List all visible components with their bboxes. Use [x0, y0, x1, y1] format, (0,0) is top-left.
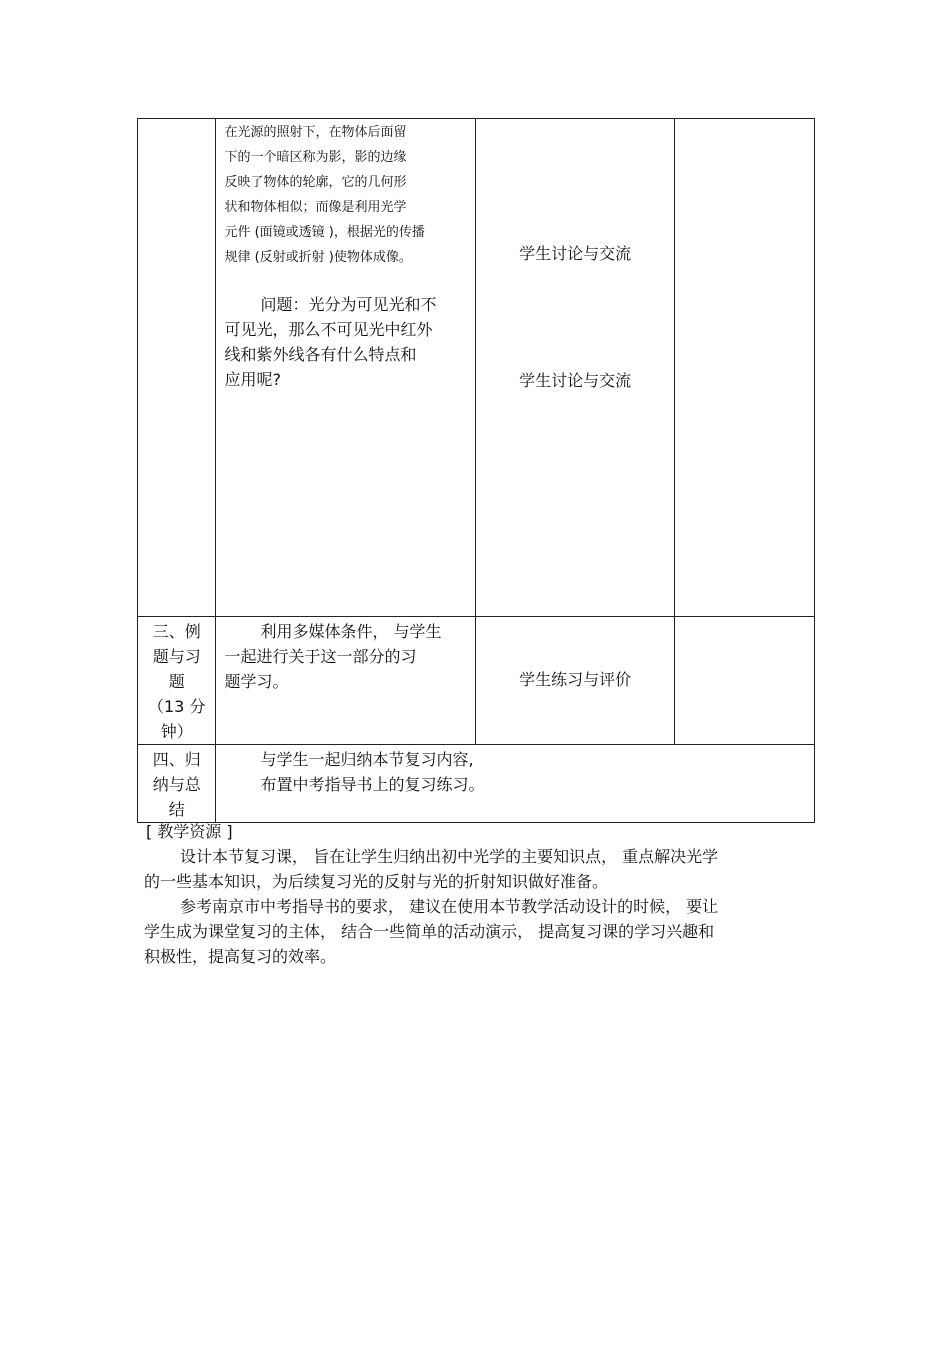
- text-line: 参考南京市中考指导书的要求， 建议在使用本节教学活动设计的时候， 要让: [180, 897, 719, 916]
- notes-cell: [675, 119, 815, 617]
- teacher-activity-cell: [216, 119, 476, 617]
- text-line: 的一些基本知识，为后续复习光的反射与光的折射知识做好准备。: [144, 872, 609, 891]
- text-line: 利用多媒体条件， 与学生: [260, 622, 442, 641]
- table-row: [138, 745, 815, 823]
- paragraph: [144, 894, 814, 969]
- text-line: 与学生一起归纳本节复习内容,: [260, 750, 474, 769]
- notes-cell: [675, 617, 815, 745]
- section-heading: [ 教学资源 ]: [146, 822, 233, 841]
- text-line: 布置中考指导书上的复习练习。: [260, 775, 485, 794]
- student-activity-label: 学生讨论与交流: [519, 244, 632, 263]
- paragraph: [144, 844, 814, 894]
- stage-label: [138, 745, 215, 822]
- stage-cell: [138, 119, 216, 617]
- text-line: 状和物体相似；而像是利用光学: [224, 200, 407, 215]
- text-line: 可见光，那么不可见光中红外: [224, 320, 433, 339]
- lesson-plan-table: [137, 118, 815, 823]
- text-line: 元件 (面镜或透镜 )，根据光的传播: [224, 225, 425, 240]
- student-activity-label: 学生讨论与交流: [519, 371, 632, 390]
- text-line: 结: [168, 800, 185, 819]
- text-line: 在光源的照射下，在物体后面留: [224, 125, 407, 140]
- text-line: 线和紫外线各有什么特点和: [224, 345, 417, 364]
- teacher-activity-cell: [216, 617, 476, 745]
- text-line: 题与习: [152, 647, 201, 666]
- question-text: [216, 292, 475, 392]
- summary-cell: [216, 745, 815, 823]
- text-line: 规律 (反射或折射 )使物体成像。: [224, 250, 412, 265]
- text-line: 学生成为课堂复习的主体， 结合一些简单的活动演示， 提高复习课的学习兴趣和: [144, 922, 715, 941]
- stage-label: [138, 617, 215, 744]
- text-line: 反映了物体的轮廓，它的几何形: [224, 175, 407, 190]
- text-line: 问题：光分为可见光和不: [260, 295, 437, 314]
- text-line: 设计本节复习课， 旨在让学生归纳出初中光学的主要知识点， 重点解决光学: [180, 847, 719, 866]
- student-activity-cell: [475, 617, 674, 745]
- summary-text: [216, 745, 814, 797]
- table-row: [138, 119, 815, 617]
- text-line: 应用呢?: [224, 370, 281, 389]
- stage-cell: [138, 745, 216, 823]
- shadow-vs-image-text: [216, 119, 475, 270]
- text-line: 钟）: [160, 722, 193, 741]
- text-line: 一起进行关于这一部分的习: [224, 647, 417, 666]
- text-line: 三、例: [152, 622, 201, 641]
- student-activity-label: 学生练习与评价: [519, 670, 632, 689]
- text-line: 题学习。: [224, 672, 289, 691]
- text-line: 下的一个暗区称为影，影的边缘: [224, 150, 407, 165]
- text-line: 题: [168, 672, 185, 691]
- text-line: 纳与总: [152, 775, 201, 794]
- student-activity-cell: [475, 119, 674, 617]
- stage-cell: [138, 617, 216, 745]
- text-line: 四、归: [152, 750, 201, 769]
- text-line: 积极性，提高复习的效率。: [144, 947, 337, 966]
- table-row: [138, 617, 815, 745]
- exercise-text: [216, 617, 475, 694]
- text-line: （13 分: [148, 697, 206, 716]
- teaching-resources-section: [144, 819, 814, 969]
